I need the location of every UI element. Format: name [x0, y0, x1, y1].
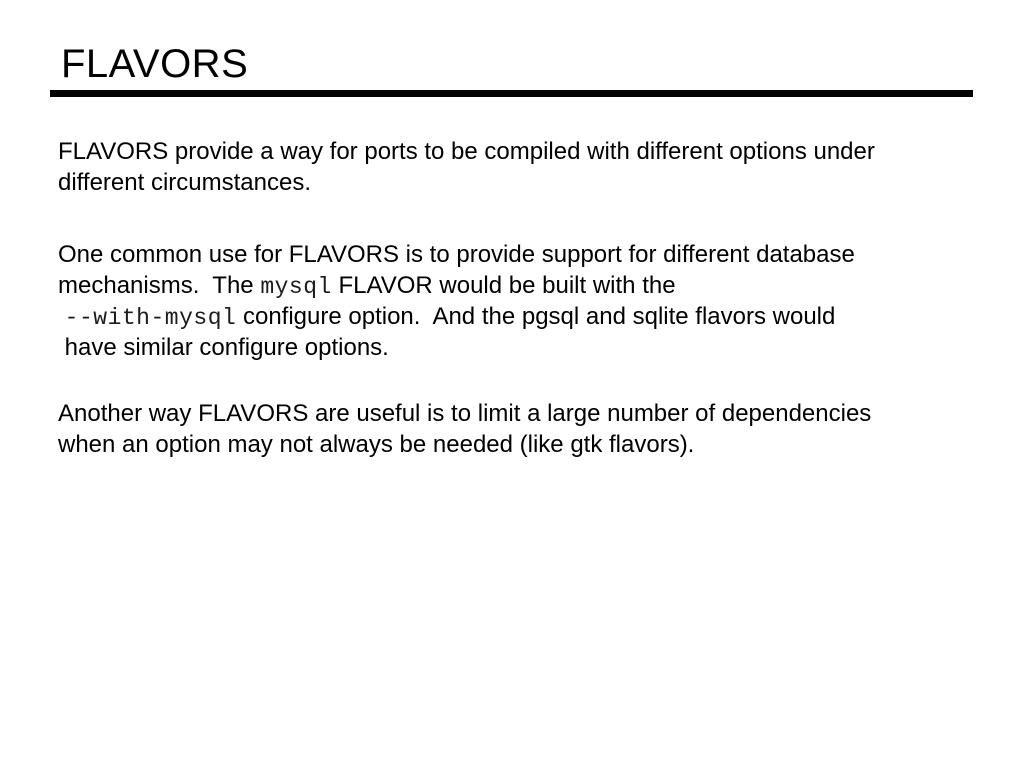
- text-segment: when an option may not always be needed (like gtk flavors).: [58, 431, 695, 458]
- text-line: [58, 398, 1004, 429]
- text-line: [58, 239, 1004, 270]
- text-segment: mechanisms. The: [58, 272, 261, 299]
- text-segment: [58, 303, 65, 330]
- paragraph-database-use: [58, 239, 1004, 363]
- paragraph-intro: [58, 136, 1004, 198]
- text-line: [58, 332, 1004, 363]
- code-span-with-mysql: --with-mysql: [64, 305, 237, 331]
- text-segment: FLAVOR would be built with the: [331, 272, 676, 299]
- code-span-mysql: mysql: [260, 274, 332, 300]
- paragraph-dependencies: [58, 398, 1004, 460]
- slide-title: FLAVORS: [61, 42, 249, 86]
- title-underline: [50, 90, 973, 97]
- text-segment: Another way FLAVORS are useful is to limit a large number of dependencies: [58, 400, 872, 427]
- text-line: [58, 301, 1004, 332]
- text-line: [58, 270, 1004, 301]
- text-segment: have similar configure options.: [58, 334, 389, 361]
- text-line: [58, 429, 1004, 460]
- text-segment: One common use for FLAVORS is to provide support for different database: [58, 241, 855, 268]
- text-segment: different circumstances.: [58, 169, 311, 196]
- text-line: [58, 167, 1004, 198]
- text-line: [58, 136, 1004, 167]
- text-segment: configure option. And the pgsql and sqlite flavors would: [236, 303, 836, 330]
- text-segment: FLAVORS provide a way for ports to be compiled with different options under: [58, 138, 875, 165]
